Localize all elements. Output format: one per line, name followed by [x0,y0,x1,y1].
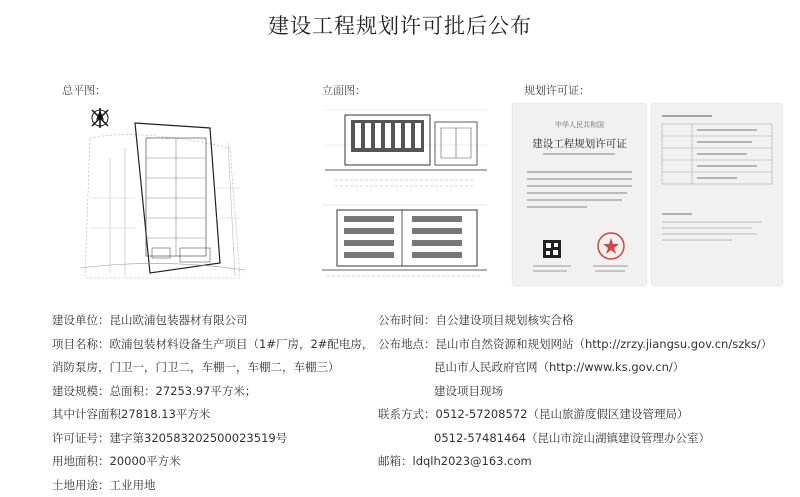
elevation-drawing-bottom [322,200,487,282]
info-row-publish-place-3: 建设项目现场 [378,380,798,404]
info-row-publish-place: 公布地点：昆山市自然资源和规划网站（http://zrzy.jiangsu.gov.cn/szks/） [378,333,798,357]
elevation-drawing-top [325,100,487,192]
gov-website-link[interactable]: 昆山市人民政府官网（http://www.ks.gov.cn/） [434,360,684,374]
page-title: 建设工程规划许可批后公布 [0,10,800,40]
info-row-project-name-cont: 消防泵房，门卫一，门卫二，车棚一，车棚二，车棚三） [52,356,382,380]
permit-certificate-inner [652,104,782,285]
info-row-builder: 建设单位：昆山欧浦包装器材有限公司 [52,309,382,333]
info-row-contact-2: 0512-57481464（昆山市淀山湖镇建设管理办公室） [378,427,798,451]
info-row-publish-place-2 [378,356,798,380]
info-row-floor-area: 其中计容面积27818.13平方米 [52,403,382,427]
project-info-left [52,309,382,497]
permit-certificate-front [513,104,646,285]
info-row-email: 邮箱：ldqlh2023@163.com [378,450,798,474]
info-row-project-name: 项目名称：欧浦包装材料设备生产项目（1#厂房，2#配电房， [52,333,382,357]
info-row-scale: 建设规模：总面积：27253.97平方米； [52,380,382,404]
permit-title: 建设工程规划许可证 [513,136,646,151]
permit-inner-marks [652,104,782,285]
website-link[interactable]: 昆山市自然资源和规划网站（http://zrzy.jiangsu.gov.cn/szks/） [436,337,773,351]
north-arrow-icon [92,108,108,128]
elevation-label: 立面图： [322,82,366,98]
site-plan-label: 总平图： [62,82,106,98]
info-row-land-area: 用地面积：20000平方米 [52,450,382,474]
info-row-publish-time: 公布时间：自公建设项目规划核实合格 [378,309,798,333]
info-row-contact: 联系方式：0512-57208572（昆山旅游度假区建设管理局） [378,403,798,427]
site-plan-drawing [80,98,245,283]
permit-label: 规划许可证： [524,82,590,98]
permit-front-marks [513,104,646,285]
publication-info-right [378,309,798,474]
info-row-permit-no: 许可证号：建字第320583202500023519号 [52,427,382,451]
info-row-land-use: 土地用途：工业用地 [52,474,382,497]
permit-header: 中华人民共和国 [513,120,646,130]
email-link[interactable]: ldqlh2023@163.com [413,454,532,468]
official-seal-icon [598,233,624,259]
